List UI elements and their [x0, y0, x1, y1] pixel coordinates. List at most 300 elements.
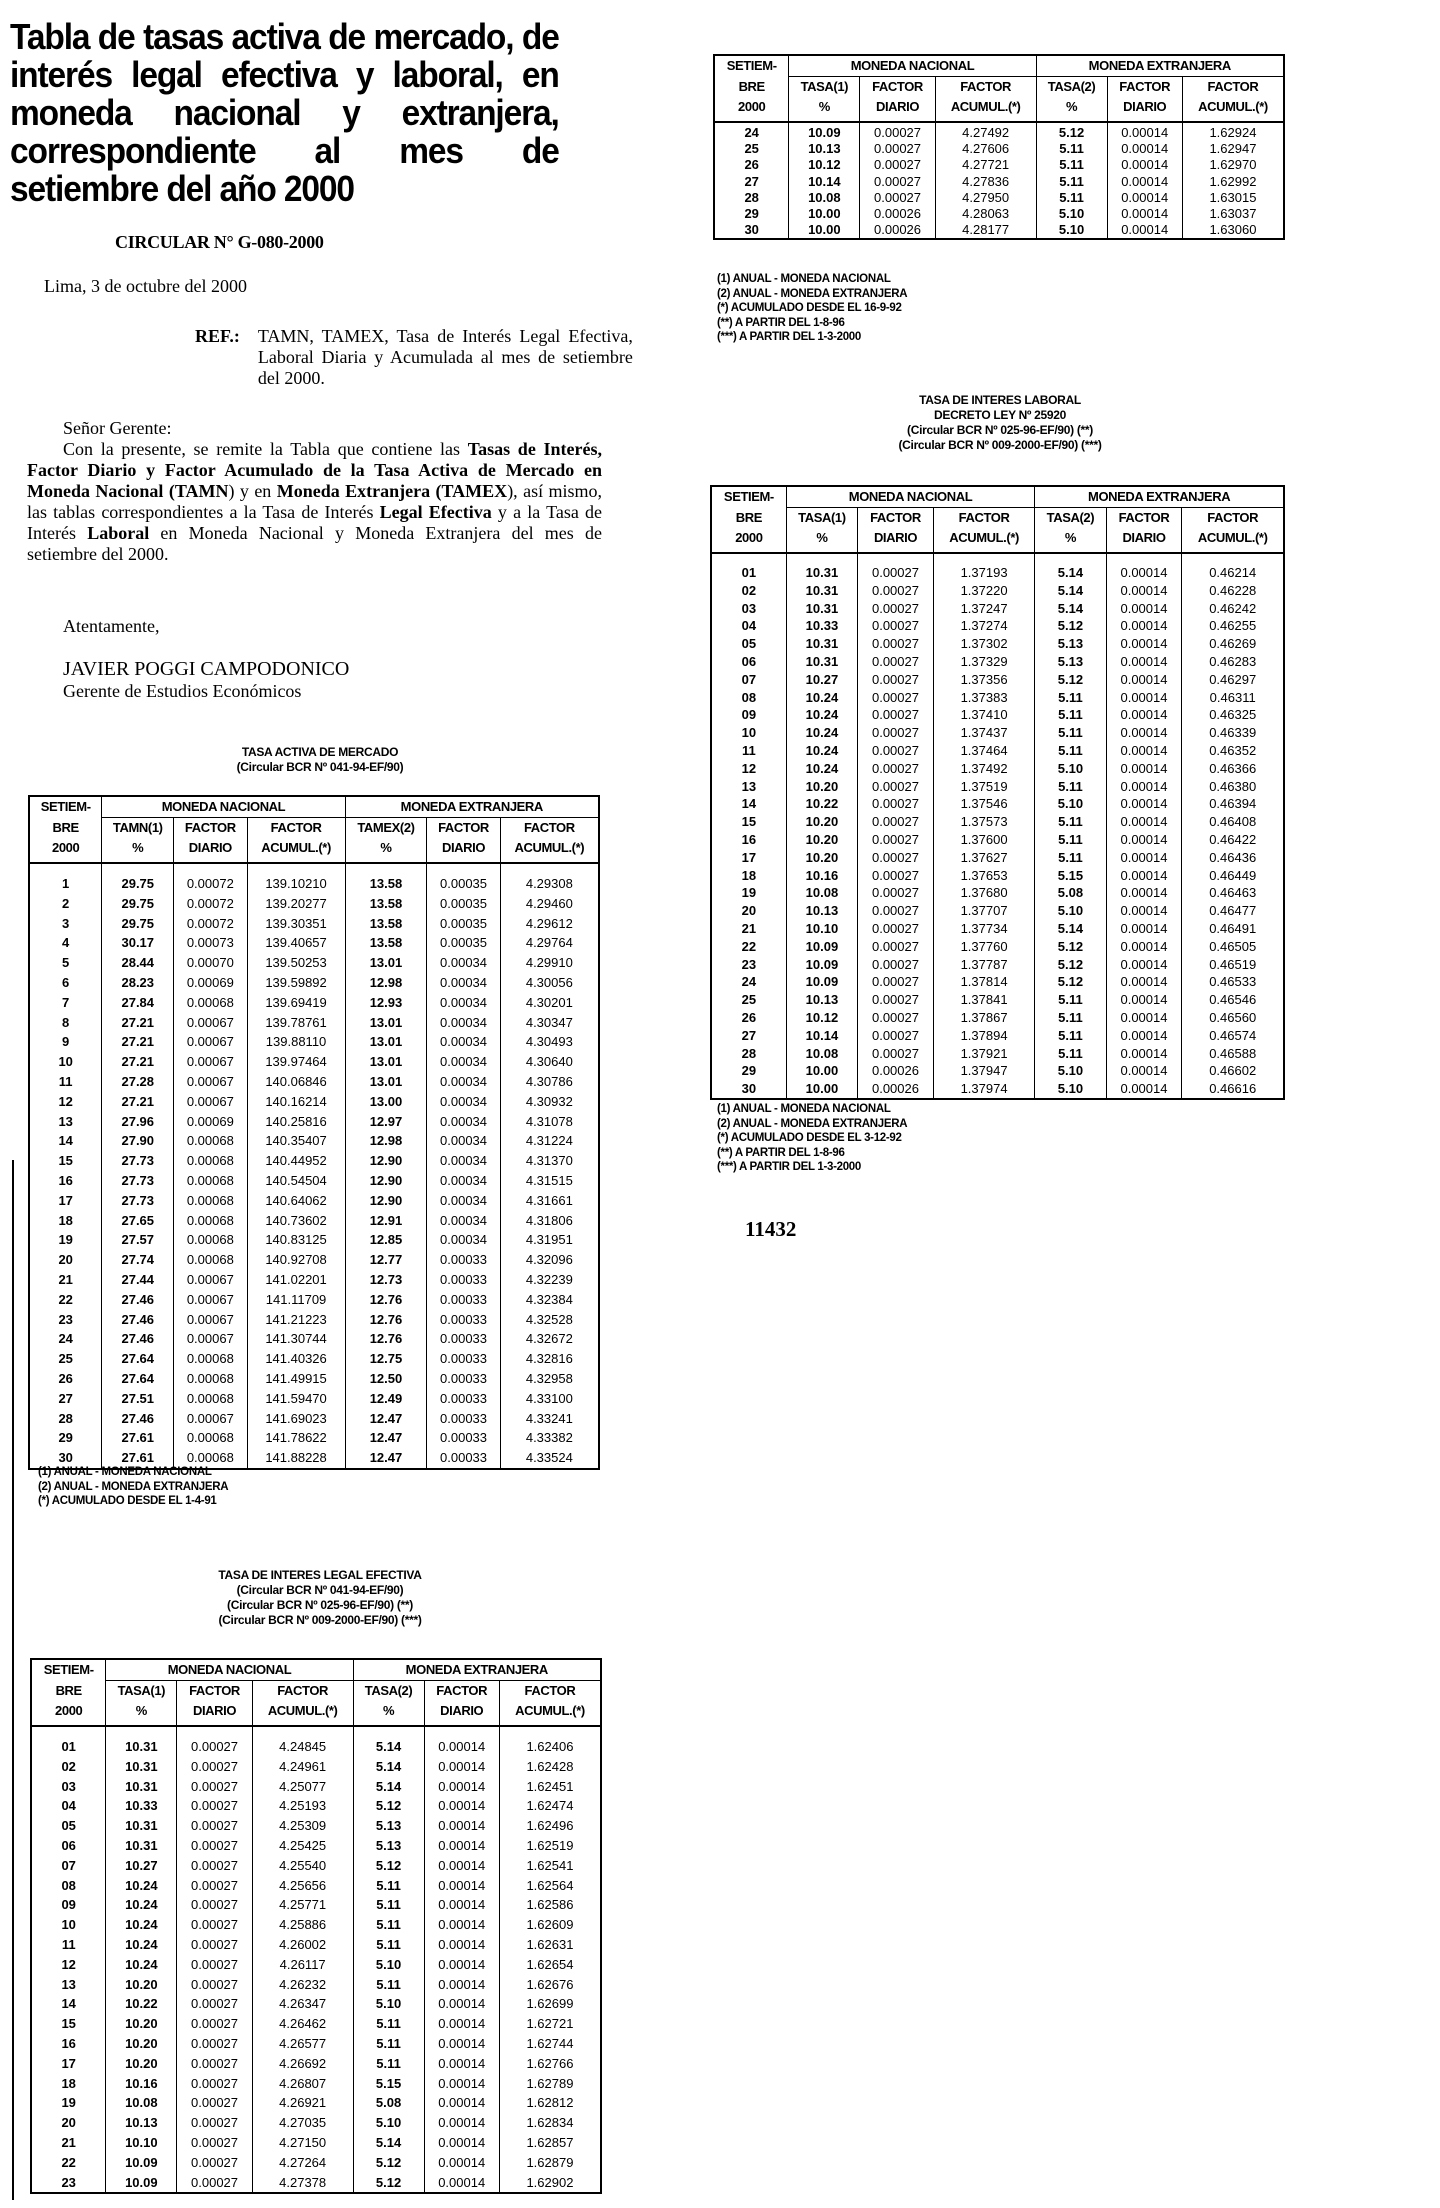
factor-acumul-extranjera-cell: 0.46325 — [1182, 706, 1284, 724]
legal-notes — [717, 272, 907, 345]
factor-header: FACTOR — [860, 77, 935, 98]
table-row — [711, 1027, 1284, 1045]
factor-diario-nacional-cell: 0.00027 — [177, 1955, 252, 1975]
factor-diario-nacional-cell: 0.00068 — [174, 1369, 247, 1389]
day-cell: 06 — [711, 653, 786, 671]
factor-diario-nacional-cell: 0.00027 — [860, 190, 935, 206]
factor-header: FACTOR — [858, 508, 934, 529]
rate-nacional-cell: 10.24 — [106, 1895, 177, 1915]
rate-nacional-cell: 27.21 — [102, 1013, 174, 1033]
nacional-header: MONEDA NACIONAL — [789, 55, 1036, 77]
factor-diario-extranjera-cell: 0.00035 — [427, 863, 500, 894]
table-row — [714, 190, 1284, 206]
factor-diario-nacional-cell: 0.00027 — [177, 1777, 252, 1797]
factor-acumul-extranjera-cell: 0.46477 — [1182, 902, 1284, 920]
factor-diario-extranjera-cell: 0.00014 — [1107, 157, 1182, 173]
factor-diario-extranjera-cell: 0.00014 — [1106, 742, 1182, 760]
table-row — [711, 831, 1284, 849]
factor-diario-nacional-cell: 0.00073 — [174, 933, 247, 953]
rate-extranjera-cell: 5.11 — [1035, 991, 1106, 1009]
rate-extranjera-cell: 13.00 — [345, 1092, 427, 1112]
factor-diario-nacional-cell: 0.00027 — [858, 724, 934, 742]
day-cell: 15 — [29, 1151, 102, 1171]
rate-extranjera-cell: 12.76 — [345, 1290, 427, 1310]
rate-nacional-cell: 27.46 — [102, 1290, 174, 1310]
rate-extranjera-cell: 12.75 — [345, 1349, 427, 1369]
month-header: BRE — [714, 77, 789, 98]
rate-nacional-cell: 10.09 — [106, 2173, 177, 2194]
laboral-subtitle: DECRETO LEY Nº 25920 — [934, 408, 1066, 422]
pct-header: % — [106, 1701, 177, 1726]
factor-diario-extranjera-cell: 0.00014 — [424, 1796, 499, 1816]
day-cell: 24 — [711, 973, 786, 991]
factor-acumul-extranjera-cell: 4.30640 — [500, 1052, 599, 1072]
factor-acumul-nacional-cell: 1.37894 — [933, 1027, 1034, 1045]
rate-nacional-cell: 10.09 — [106, 2153, 177, 2173]
factor-acumul-nacional-cell: 4.25771 — [252, 1895, 353, 1915]
table-row — [711, 1045, 1284, 1063]
factor-diario-nacional-cell: 0.00027 — [858, 938, 934, 956]
factor-diario-nacional-cell: 0.00027 — [177, 1796, 252, 1816]
factor-acumul-extranjera-cell: 4.31515 — [500, 1171, 599, 1191]
table-row — [31, 1777, 601, 1797]
factor-header: FACTOR — [1107, 77, 1182, 98]
rate-extranjera-cell: 5.12 — [353, 2173, 424, 2194]
letter-paragraph — [27, 439, 602, 565]
rate-extranjera-cell: 12.73 — [345, 1270, 427, 1290]
factor-diario-extranjera-cell: 0.00035 — [427, 933, 500, 953]
factor-diario-nacional-cell: 0.00067 — [174, 1329, 247, 1349]
paragraph-bold: TAMN — [174, 481, 229, 501]
day-cell: 13 — [29, 1112, 102, 1132]
extranjera-header: MONEDA EXTRANJERA — [353, 1659, 601, 1681]
rate-extranjera-cell: 5.11 — [353, 1895, 424, 1915]
factor-diario-nacional-cell: 0.00027 — [858, 689, 934, 707]
rate-extranjera-cell: 12.85 — [345, 1230, 427, 1250]
rate-nacional-cell: 10.09 — [789, 122, 860, 141]
table-row — [714, 141, 1284, 157]
footnote: (1) ANUAL - MONEDA NACIONAL — [717, 273, 891, 285]
day-cell: 05 — [711, 635, 786, 653]
rate-extranjera-cell: 5.11 — [353, 1975, 424, 1995]
nacional-header: MONEDA NACIONAL — [786, 486, 1035, 508]
factor-diario-extranjera-cell: 0.00014 — [1106, 778, 1182, 796]
factor-acumul-extranjera-cell: 1.63037 — [1182, 206, 1284, 222]
day-cell: 07 — [711, 671, 786, 689]
factor-acumul-nacional-cell: 4.25077 — [252, 1777, 353, 1797]
factor-acumul-nacional-cell: 141.30744 — [247, 1329, 345, 1349]
rate-nacional-cell: 10.31 — [786, 553, 857, 582]
circular-number: CIRCULAR N° G-080-2000 — [115, 232, 324, 252]
factor-diario-extranjera-cell: 0.00014 — [424, 2014, 499, 2034]
factor-diario-extranjera-cell: 0.00014 — [1106, 991, 1182, 1009]
factor-acumul-nacional-cell: 1.37600 — [933, 831, 1034, 849]
factor-diario-extranjera-cell: 0.00014 — [1106, 884, 1182, 902]
table-row — [31, 2113, 601, 2133]
table-row — [31, 1994, 601, 2014]
factor-diario-extranjera-cell: 0.00014 — [424, 2093, 499, 2113]
factor-diario-extranjera-cell: 0.00035 — [427, 894, 500, 914]
rate-nacional-cell: 10.27 — [786, 671, 857, 689]
table-row — [29, 1310, 599, 1330]
day-cell: 13 — [711, 778, 786, 796]
factor-acumul-extranjera-cell: 1.62924 — [1182, 122, 1284, 141]
factor-diario-nacional-cell: 0.00027 — [858, 1027, 934, 1045]
day-cell: 20 — [31, 2113, 106, 2133]
rate-nacional-cell: 10.20 — [106, 2034, 177, 2054]
factor-diario-nacional-cell: 0.00027 — [177, 1994, 252, 2014]
table-row — [29, 1369, 599, 1389]
laboral-section-title — [780, 393, 1220, 453]
legal-title: TASA DE INTERES LEGAL EFECTIVA — [218, 1568, 422, 1582]
factor-acumul-extranjera-cell: 0.46560 — [1182, 1009, 1284, 1027]
factor-acumul-nacional-cell: 4.26692 — [252, 2054, 353, 2074]
rate-extranjera-cell: 12.97 — [345, 1112, 427, 1132]
acumul-header: ACUMUL.(*) — [499, 1701, 601, 1726]
rate-extranjera-cell: 5.14 — [353, 1777, 424, 1797]
rate-nacional-cell: 10.08 — [786, 1045, 857, 1063]
tamn-section-title — [100, 745, 540, 775]
day-cell: 12 — [31, 1955, 106, 1975]
rate-extranjera-cell: 5.11 — [1035, 742, 1106, 760]
table-row — [711, 689, 1284, 707]
rate-nacional-cell: 27.73 — [102, 1171, 174, 1191]
day-cell: 09 — [711, 706, 786, 724]
rate-extranjera-cell: 5.12 — [1035, 956, 1106, 974]
laboral-table — [710, 485, 1285, 1100]
factor-diario-extranjera-cell: 0.00014 — [1106, 689, 1182, 707]
factor-diario-nacional-cell: 0.00027 — [858, 653, 934, 671]
rate-nacional-cell: 27.21 — [102, 1052, 174, 1072]
factor-acumul-nacional-cell: 141.59470 — [247, 1389, 345, 1409]
factor-acumul-extranjera-cell: 1.62699 — [499, 1994, 601, 2014]
signer-name: JAVIER POGGI CAMPODONICO — [63, 658, 350, 680]
factor-diario-nacional-cell: 0.00027 — [858, 849, 934, 867]
factor-diario-extranjera-cell: 0.00034 — [427, 1171, 500, 1191]
footnote: (2) ANUAL - MONEDA EXTRANJERA — [717, 287, 908, 300]
factor-acumul-nacional-cell: 4.26921 — [252, 2093, 353, 2113]
factor-acumul-extranjera-cell: 0.46519 — [1182, 956, 1284, 974]
table-row — [29, 1409, 599, 1429]
pct-header: % — [786, 528, 857, 553]
factor-diario-extranjera-cell: 0.00034 — [427, 953, 500, 973]
pct-header: % — [102, 838, 174, 863]
rate-extranjera-cell: 12.93 — [345, 993, 427, 1013]
factor-header: FACTOR — [935, 77, 1036, 98]
pct-header: % — [353, 1701, 424, 1726]
rate-nacional-cell: 10.00 — [789, 222, 860, 239]
factor-diario-nacional-cell: 0.00068 — [174, 1389, 247, 1409]
factor-acumul-nacional-cell: 141.49915 — [247, 1369, 345, 1389]
table-row — [29, 1013, 599, 1033]
factor-header: FACTOR — [177, 1681, 252, 1702]
day-cell: 30 — [714, 222, 789, 239]
rate-extranjera-cell: 5.11 — [1035, 1009, 1106, 1027]
factor-diario-nacional-cell: 0.00027 — [177, 2034, 252, 2054]
rate-nacional-cell: 10.09 — [786, 956, 857, 974]
factor-diario-extranjera-cell: 0.00033 — [427, 1409, 500, 1429]
rate2-header: TASA(2) — [353, 1681, 424, 1702]
table-row — [31, 1955, 601, 1975]
factor-acumul-nacional-cell: 141.69023 — [247, 1409, 345, 1429]
factor-acumul-nacional-cell: 139.88110 — [247, 1032, 345, 1052]
rate-extranjera-cell: 5.10 — [353, 1955, 424, 1975]
factor-diario-nacional-cell: 0.00027 — [177, 1726, 252, 1757]
rate-nacional-cell: 10.13 — [106, 2113, 177, 2133]
paragraph-text: en Moneda Nacional y Moneda Extranjera del mes de setiembre del 2000. — [27, 523, 602, 564]
factor-diario-nacional-cell: 0.00027 — [858, 635, 934, 653]
factor-diario-nacional-cell: 0.00026 — [860, 206, 935, 222]
table-row — [711, 991, 1284, 1009]
factor-header: FACTOR — [1182, 77, 1284, 98]
table-row — [714, 122, 1284, 141]
day-cell: 14 — [711, 795, 786, 813]
table-row — [29, 1072, 599, 1092]
rate-extranjera-cell: 12.91 — [345, 1211, 427, 1231]
factor-acumul-nacional-cell: 4.27378 — [252, 2173, 353, 2194]
day-cell: 24 — [29, 1329, 102, 1349]
rate-extranjera-cell: 5.10 — [1036, 206, 1107, 222]
day-cell: 08 — [711, 689, 786, 707]
rate-nacional-cell: 27.61 — [102, 1448, 174, 1469]
rate-extranjera-cell: 13.58 — [345, 914, 427, 934]
table-row — [29, 1270, 599, 1290]
rate-nacional-cell: 10.08 — [786, 884, 857, 902]
day-cell: 25 — [29, 1349, 102, 1369]
rate-nacional-cell: 10.31 — [106, 1726, 177, 1757]
factor-acumul-extranjera-cell: 0.46533 — [1182, 973, 1284, 991]
factor-acumul-extranjera-cell: 1.62879 — [499, 2153, 601, 2173]
rate-extranjera-cell: 5.10 — [1035, 1062, 1106, 1080]
footnote: (*) ACUMULADO DESDE EL 1-4-91 — [38, 1495, 217, 1508]
day-cell: 7 — [29, 993, 102, 1013]
factor-acumul-extranjera-cell: 1.62992 — [1182, 174, 1284, 190]
table-row — [711, 1080, 1284, 1099]
rate-extranjera-cell: 5.10 — [353, 2113, 424, 2133]
factor-acumul-extranjera-cell: 4.31370 — [500, 1151, 599, 1171]
rate2-header: TASA(2) — [1036, 77, 1107, 98]
factor-acumul-extranjera-cell: 0.46380 — [1182, 778, 1284, 796]
factor-acumul-extranjera-cell: 4.31661 — [500, 1191, 599, 1211]
paragraph-text: y a la Tasa de Interés — [27, 502, 602, 543]
factor-acumul-nacional-cell: 139.78761 — [247, 1013, 345, 1033]
tamn-notes — [38, 1465, 228, 1509]
factor-diario-extranjera-cell: 0.00014 — [424, 2113, 499, 2133]
diario-header: DIARIO — [177, 1701, 252, 1726]
rate-extranjera-cell: 5.11 — [1035, 778, 1106, 796]
letter-body — [27, 418, 602, 565]
factor-acumul-nacional-cell: 1.37302 — [933, 635, 1034, 653]
rate-nacional-cell: 27.73 — [102, 1191, 174, 1211]
factor-diario-nacional-cell: 0.00067 — [174, 1290, 247, 1310]
factor-acumul-nacional-cell: 1.37680 — [933, 884, 1034, 902]
factor-acumul-extranjera-cell: 0.46228 — [1182, 582, 1284, 600]
factor-acumul-extranjera-cell: 0.46491 — [1182, 920, 1284, 938]
rate-nacional-cell: 10.24 — [106, 1955, 177, 1975]
rate-extranjera-cell: 12.90 — [345, 1171, 427, 1191]
factor-acumul-extranjera-cell: 1.62406 — [499, 1726, 601, 1757]
day-cell: 22 — [711, 938, 786, 956]
rate-extranjera-cell: 5.13 — [1035, 635, 1106, 653]
rate-nacional-cell: 10.13 — [786, 902, 857, 920]
rate-nacional-cell: 10.31 — [106, 1836, 177, 1856]
factor-diario-extranjera-cell: 0.00034 — [427, 1092, 500, 1112]
factor-diario-nacional-cell: 0.00068 — [174, 1250, 247, 1270]
day-cell: 11 — [29, 1072, 102, 1092]
factor-diario-extranjera-cell: 0.00014 — [1106, 920, 1182, 938]
factor-acumul-nacional-cell: 1.37383 — [933, 689, 1034, 707]
factor-diario-extranjera-cell: 0.00033 — [427, 1290, 500, 1310]
table-row — [31, 1757, 601, 1777]
factor-diario-extranjera-cell: 0.00014 — [424, 2034, 499, 2054]
factor-acumul-extranjera-cell: 0.46297 — [1182, 671, 1284, 689]
rate-extranjera-cell: 5.14 — [1035, 553, 1106, 582]
rate-extranjera-cell: 5.12 — [1035, 617, 1106, 635]
rate-nacional-cell: 10.24 — [106, 1935, 177, 1955]
month-header: 2000 — [29, 838, 102, 863]
day-cell: 10 — [29, 1052, 102, 1072]
rate-extranjera-cell: 12.90 — [345, 1191, 427, 1211]
extranjera-header: MONEDA EXTRANJERA — [345, 796, 599, 818]
factor-diario-extranjera-cell: 0.00033 — [427, 1329, 500, 1349]
factor-acumul-extranjera-cell: 1.62609 — [499, 1915, 601, 1935]
rate-extranjera-cell: 5.12 — [1035, 973, 1106, 991]
factor-acumul-extranjera-cell: 0.46546 — [1182, 991, 1284, 1009]
factor-acumul-extranjera-cell: 1.62947 — [1182, 141, 1284, 157]
rate-nacional-cell: 27.61 — [102, 1428, 174, 1448]
day-cell: 17 — [31, 2054, 106, 2074]
factor-diario-nacional-cell: 0.00027 — [858, 813, 934, 831]
table-row — [711, 956, 1284, 974]
factor-acumul-extranjera-cell: 1.62766 — [499, 2054, 601, 2074]
table-row — [711, 778, 1284, 796]
table-row — [29, 1428, 599, 1448]
factor-diario-nacional-cell: 0.00027 — [177, 1975, 252, 1995]
factor-diario-extranjera-cell: 0.00014 — [1106, 849, 1182, 867]
factor-acumul-extranjera-cell: 4.32816 — [500, 1349, 599, 1369]
factor-diario-extranjera-cell: 0.00014 — [1106, 1062, 1182, 1080]
factor-diario-extranjera-cell: 0.00033 — [427, 1389, 500, 1409]
day-cell: 15 — [711, 813, 786, 831]
factor-diario-extranjera-cell: 0.00034 — [427, 1072, 500, 1092]
factor-acumul-nacional-cell: 1.37193 — [933, 553, 1034, 582]
rate-nacional-cell: 10.10 — [786, 920, 857, 938]
factor-diario-extranjera-cell: 0.00014 — [1106, 760, 1182, 778]
table-row — [31, 2133, 601, 2153]
footnote: (***) A PARTIR DEL 1-3-2000 — [717, 1161, 861, 1174]
day-cell: 21 — [29, 1270, 102, 1290]
day-cell: 01 — [31, 1726, 106, 1757]
factor-acumul-nacional-cell: 141.88228 — [247, 1448, 345, 1469]
extranjera-header: MONEDA EXTRANJERA — [1036, 55, 1284, 77]
rate2-header: TASA(2) — [1035, 508, 1106, 529]
rate-nacional-cell: 27.46 — [102, 1409, 174, 1429]
day-cell: 29 — [711, 1062, 786, 1080]
table-row — [29, 894, 599, 914]
factor-diario-extranjera-cell: 0.00014 — [424, 1975, 499, 1995]
factor-diario-extranjera-cell: 0.00014 — [1106, 1027, 1182, 1045]
footnote: (***) A PARTIR DEL 1-3-2000 — [717, 331, 861, 344]
month-header: 2000 — [714, 97, 789, 122]
factor-acumul-extranjera-cell: 1.62789 — [499, 2074, 601, 2094]
factor-diario-extranjera-cell: 0.00014 — [424, 1777, 499, 1797]
footnote: (1) ANUAL - MONEDA NACIONAL — [717, 1103, 891, 1115]
rate-extranjera-cell: 5.14 — [1035, 582, 1106, 600]
rate1-header: TASA(1) — [786, 508, 857, 529]
tamn-table — [28, 795, 600, 1470]
acumul-header: ACUMUL.(*) — [1182, 97, 1284, 122]
factor-acumul-extranjera-cell: 0.46311 — [1182, 689, 1284, 707]
factor-acumul-nacional-cell: 140.16214 — [247, 1092, 345, 1112]
table-row — [31, 1836, 601, 1856]
rate-nacional-cell: 10.24 — [786, 742, 857, 760]
factor-acumul-extranjera-cell: 4.29612 — [500, 914, 599, 934]
rate-nacional-cell: 10.16 — [786, 867, 857, 885]
month-header: BRE — [711, 508, 786, 529]
day-cell: 20 — [711, 902, 786, 920]
rate-extranjera-cell: 5.11 — [353, 1876, 424, 1896]
factor-acumul-extranjera-cell: 0.46574 — [1182, 1027, 1284, 1045]
factor-diario-nacional-cell: 0.00070 — [174, 953, 247, 973]
day-cell: 6 — [29, 973, 102, 993]
table-row — [31, 2054, 601, 2074]
factor-acumul-extranjera-cell: 4.29910 — [500, 953, 599, 973]
rate-extranjera-cell: 5.15 — [353, 2074, 424, 2094]
factor-diario-extranjera-cell: 0.00014 — [1106, 813, 1182, 831]
rate-nacional-cell: 10.20 — [106, 2054, 177, 2074]
factor-acumul-nacional-cell: 4.28063 — [935, 206, 1036, 222]
rate-extranjera-cell: 5.13 — [353, 1816, 424, 1836]
acumul-header: ACUMUL.(*) — [247, 838, 345, 863]
factor-diario-nacional-cell: 0.00027 — [858, 1009, 934, 1027]
day-cell: 06 — [31, 1836, 106, 1856]
factor-acumul-extranjera-cell: 0.46214 — [1182, 553, 1284, 582]
table-row — [29, 1151, 599, 1171]
acumul-header: ACUMUL.(*) — [1182, 528, 1284, 553]
day-cell: 23 — [711, 956, 786, 974]
rate-nacional-cell: 10.13 — [786, 991, 857, 1009]
rate-nacional-cell: 10.09 — [786, 938, 857, 956]
rate-extranjera-cell: 5.11 — [1036, 174, 1107, 190]
paragraph-text: Con la presente, se remite la Tabla que contiene las — [63, 439, 461, 459]
rate-nacional-cell: 10.22 — [786, 795, 857, 813]
day-cell: 10 — [31, 1915, 106, 1935]
factor-diario-extranjera-cell: 0.00033 — [427, 1250, 500, 1270]
day-cell: 3 — [29, 914, 102, 934]
rate-nacional-cell: 28.23 — [102, 973, 174, 993]
factor-acumul-nacional-cell: 1.37787 — [933, 956, 1034, 974]
table-row — [29, 1112, 599, 1132]
rate-extranjera-cell: 12.47 — [345, 1428, 427, 1448]
footnote: (*) ACUMULADO DESDE EL 16-9-92 — [717, 302, 902, 315]
factor-acumul-nacional-cell: 4.27836 — [935, 174, 1036, 190]
factor-diario-extranjera-cell: 0.00014 — [1106, 553, 1182, 582]
factor-diario-extranjera-cell: 0.00034 — [427, 1032, 500, 1052]
rate-extranjera-cell: 5.10 — [1035, 795, 1106, 813]
factor-acumul-nacional-cell: 1.37627 — [933, 849, 1034, 867]
day-cell: 16 — [29, 1171, 102, 1191]
rate-extranjera-cell: 5.14 — [353, 1726, 424, 1757]
day-cell: 26 — [711, 1009, 786, 1027]
factor-diario-nacional-cell: 0.00027 — [858, 867, 934, 885]
table-row — [711, 724, 1284, 742]
rate-extranjera-cell: 5.10 — [353, 1994, 424, 2014]
rate-extranjera-cell: 5.12 — [353, 1856, 424, 1876]
factor-acumul-nacional-cell: 141.02201 — [247, 1270, 345, 1290]
factor-acumul-nacional-cell: 1.37220 — [933, 582, 1034, 600]
tamn-rate-header: TAMN(1) — [102, 818, 174, 839]
table-row — [711, 795, 1284, 813]
